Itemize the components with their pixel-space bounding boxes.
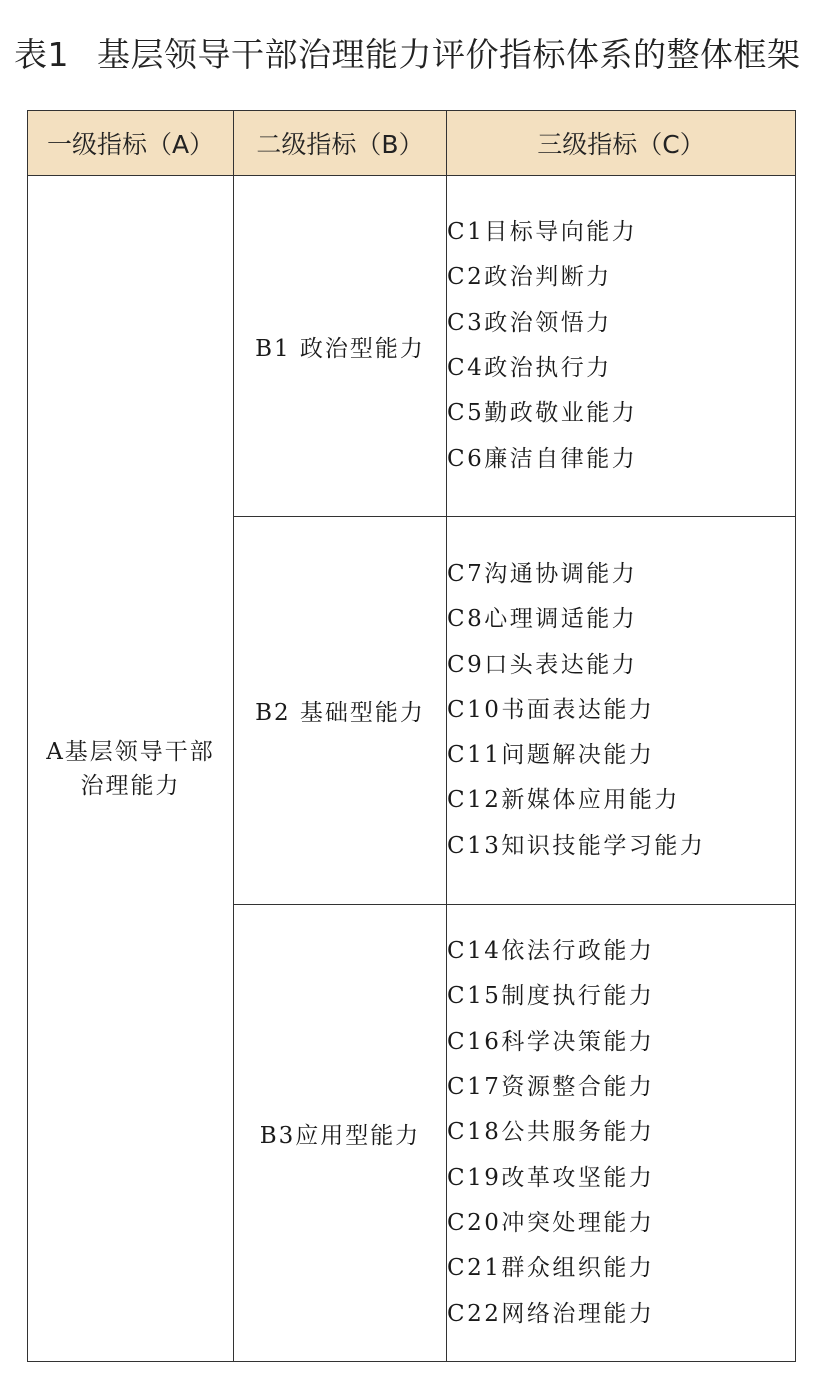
c-item: C4政治执行力 xyxy=(447,355,612,381)
table-number: 表1 xyxy=(14,35,69,74)
c-item: C20冲突处理能力 xyxy=(447,1209,655,1236)
header-row xyxy=(28,111,796,176)
level-b-cell-b2: B2 基础型能力 xyxy=(234,517,447,905)
c-item: C5勤政敬业能力 xyxy=(447,400,638,427)
c-item: C14依法行政能力 xyxy=(447,938,655,965)
header-level-b: 二级指标（B） xyxy=(234,111,447,176)
c-item: C19改革攻坚能力 xyxy=(447,1164,655,1191)
indicator-table xyxy=(27,110,796,1362)
c-item: C22网络治理能力 xyxy=(447,1300,655,1327)
header-level-c: 三级指标（C） xyxy=(447,111,796,176)
level-b-cell-b3: B3应用型能力 xyxy=(234,905,447,1362)
c-item: C17资源整合能力 xyxy=(447,1074,655,1101)
c-item: C10书面表达能力 xyxy=(447,696,655,723)
level-b-cell-b1: B1 政治型能力 xyxy=(234,176,447,517)
c-item: C21群众组织能力 xyxy=(447,1255,655,1282)
level-a-line-1: A基层领导干部 xyxy=(46,738,215,765)
c-item: C13知识技能学习能力 xyxy=(447,832,706,859)
level-c-cell-b1 xyxy=(447,176,796,517)
c-item: C16科学决策能力 xyxy=(447,1028,655,1055)
level-c-cell-b3 xyxy=(447,905,796,1362)
level-c-cell-b2 xyxy=(447,517,796,905)
c-item: C6廉洁自律能力 xyxy=(447,445,638,472)
c-item: C1目标导向能力 xyxy=(447,219,638,246)
c-item: C7沟通协调能力 xyxy=(447,560,638,587)
c-item: C3政治领悟力 xyxy=(447,309,612,336)
page-title xyxy=(14,30,801,80)
header-level-a: 一级指标（A） xyxy=(28,111,234,176)
level-a-line-2: 治理能力 xyxy=(80,772,181,799)
c-item: C18公共服务能力 xyxy=(447,1119,655,1146)
group-row-b1 xyxy=(28,176,796,517)
c-item: C15制度执行能力 xyxy=(447,983,655,1010)
c-item: C8心理调适能力 xyxy=(447,606,638,633)
c-item: C12新媒体应用能力 xyxy=(447,787,680,814)
c-item: C2政治判断力 xyxy=(447,264,612,291)
c-item: C11问题解决能力 xyxy=(447,742,655,769)
table-title-text: 基层领导干部治理能力评价指标体系的整体框架 xyxy=(97,35,801,74)
level-a-cell xyxy=(28,176,234,1362)
c-item: C9口头表达能力 xyxy=(447,651,638,678)
